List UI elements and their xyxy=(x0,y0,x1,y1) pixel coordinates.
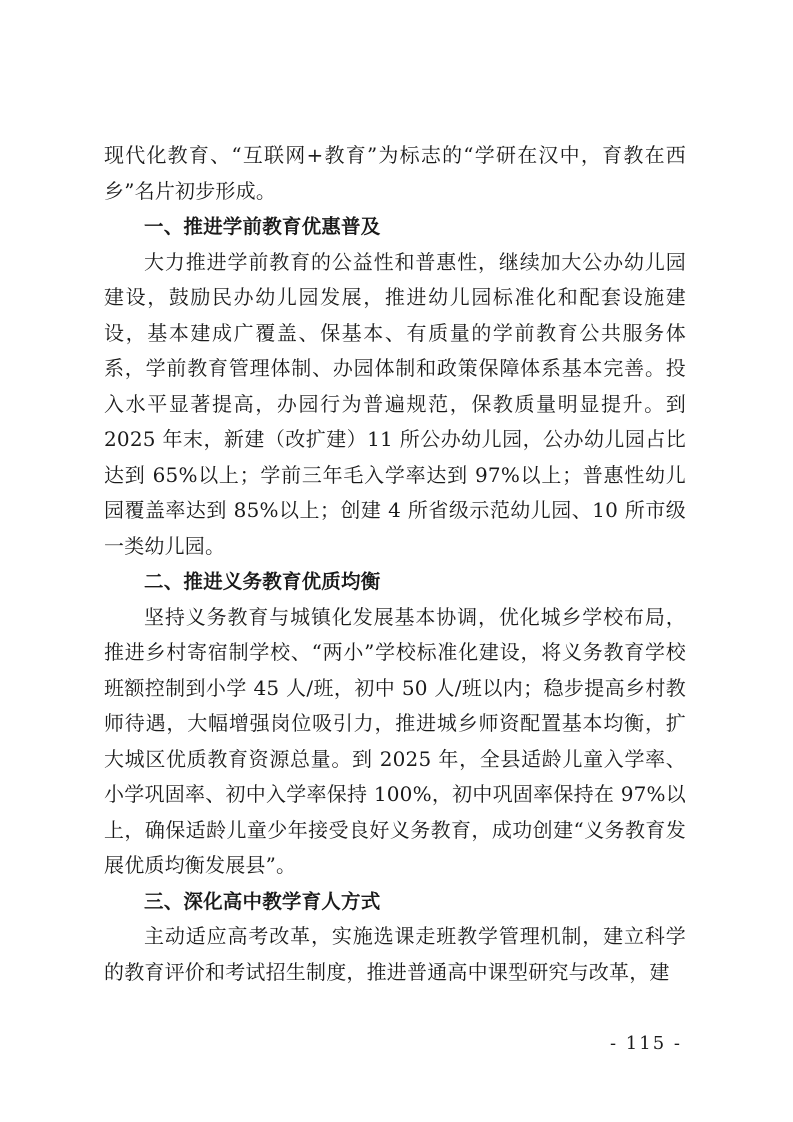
section-heading-highschool: 三、深化高中教学育人方式 xyxy=(144,889,381,913)
document-body xyxy=(104,138,686,990)
section-heading-preschool: 一、推进学前教育优惠普及 xyxy=(144,215,381,238)
page-number: - 115 - xyxy=(610,1033,682,1054)
paragraph-highschool: 主动适应高考改革，实施选课走班教学管理机制，建立科学的教育评价和考试招生制度，推进普通高中课型研究与改革，建 xyxy=(104,924,686,984)
paragraph-preschool: 大力推进学前教育的公益性和普惠性，继续加大公办幼儿园建设，鼓励民办幼儿园发展，推进幼儿园标准化和配套设施建设，基本建成广覆盖、保基本、有质量的学前教育公共服务体系，学前教育管理体制、办园体制和政策保障体系基本完善。投入水平显著提高，办园行为普遍规范，保教质量明显提升。到 2025 年末，新建（改扩建）11 所公办幼儿园，公办幼儿园占比达到 65%以上；学前三年毛入学率达到 97%以上；普惠性幼儿园覆盖率达到 85%以上；创建 4 所省级示范幼儿园、10 所市级一类幼儿园。 xyxy=(104,249,686,558)
paragraph-compulsory: 坚持义务教育与城镇化发展基本协调，优化城乡学校布局，推进乡村寄宿制学校、“两小”学校标准化建设，将义务教育学校班额控制到小学 45 人/班，初中 50 人/班以内；稳步提高乡村教师待遇，大幅增强岗位吸引力，推进城乡师资配置基本均衡，扩大城区优质教育资源总量。到 2025 年，全县适龄儿童入学率、小学巩固率、初中入学率保持 100%，初中巩固率保持在 97%以上，确保适龄儿童少年接受良好义务教育，成功创建“义务教育发展优质均衡发展县”。 xyxy=(104,604,686,877)
section-heading-compulsory: 二、推进义务教育优质均衡 xyxy=(144,570,381,593)
paragraph-continuation: 现代化教育、“互联网+教育”为标志的“学研在汉中，育教在西乡”名片初步形成。 xyxy=(104,143,686,203)
